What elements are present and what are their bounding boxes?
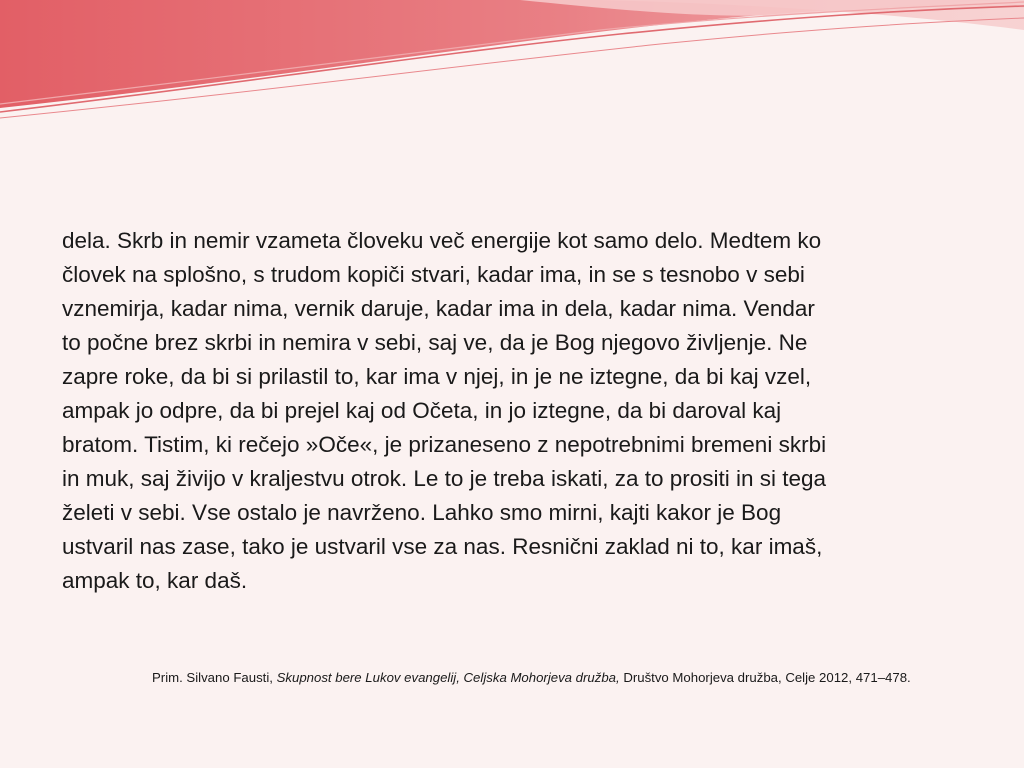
- citation-publisher: Društvo Mohorjeva družba, Celje 2012, 471–478.: [619, 670, 911, 685]
- body-line: to počne brez skrbi in nemira v sebi, saj ve, da je Bog njegovo življenje. Ne: [62, 330, 808, 355]
- body-line: dela. Skrb in nemir vzameta človeku več energije kot samo delo. Medtem ko: [62, 228, 822, 253]
- body-line: želeti v sebi. Vse ostalo je navrženo. Lahko smo mirni, kajti kakor je Bog: [62, 500, 782, 525]
- header-wave-decoration: [0, 0, 1024, 130]
- citation-author: Prim. Silvano Fausti,: [152, 670, 277, 685]
- citation: [152, 669, 972, 687]
- body-line: in muk, saj živijo v kraljestvu otrok. Le to je treba iskati, za to prositi in si tega: [62, 466, 827, 491]
- body-line: bratom. Tistim, ki rečejo »Oče«, je prizaneseno z nepotrebnimi bremeni skrbi: [62, 432, 827, 457]
- body-line: človek na splošno, s trudom kopiči stvari, kadar ima, in se s tesnobo v sebi: [62, 262, 805, 287]
- body-line: zapre roke, da bi si prilastil to, kar ima v njej, in je ne iztegne, da bi kaj vzel,: [62, 364, 812, 389]
- body-line: ampak to, kar daš.: [62, 568, 248, 593]
- body-line: ampak jo odpre, da bi prejel kaj od Očeta, in jo iztegne, da bi daroval kaj: [62, 398, 782, 423]
- body-line: vznemirja, kadar nima, vernik daruje, kadar ima in dela, kadar nima. Vendar: [62, 296, 815, 321]
- body-line: ustvaril nas zase, tako je ustvaril vse za nas. Resnični zaklad ni to, kar imaš,: [62, 534, 823, 559]
- citation-title: Skupnost bere Lukov evangelij, Celjska Mohorjeva družba,: [276, 670, 620, 685]
- body-text: [62, 224, 962, 598]
